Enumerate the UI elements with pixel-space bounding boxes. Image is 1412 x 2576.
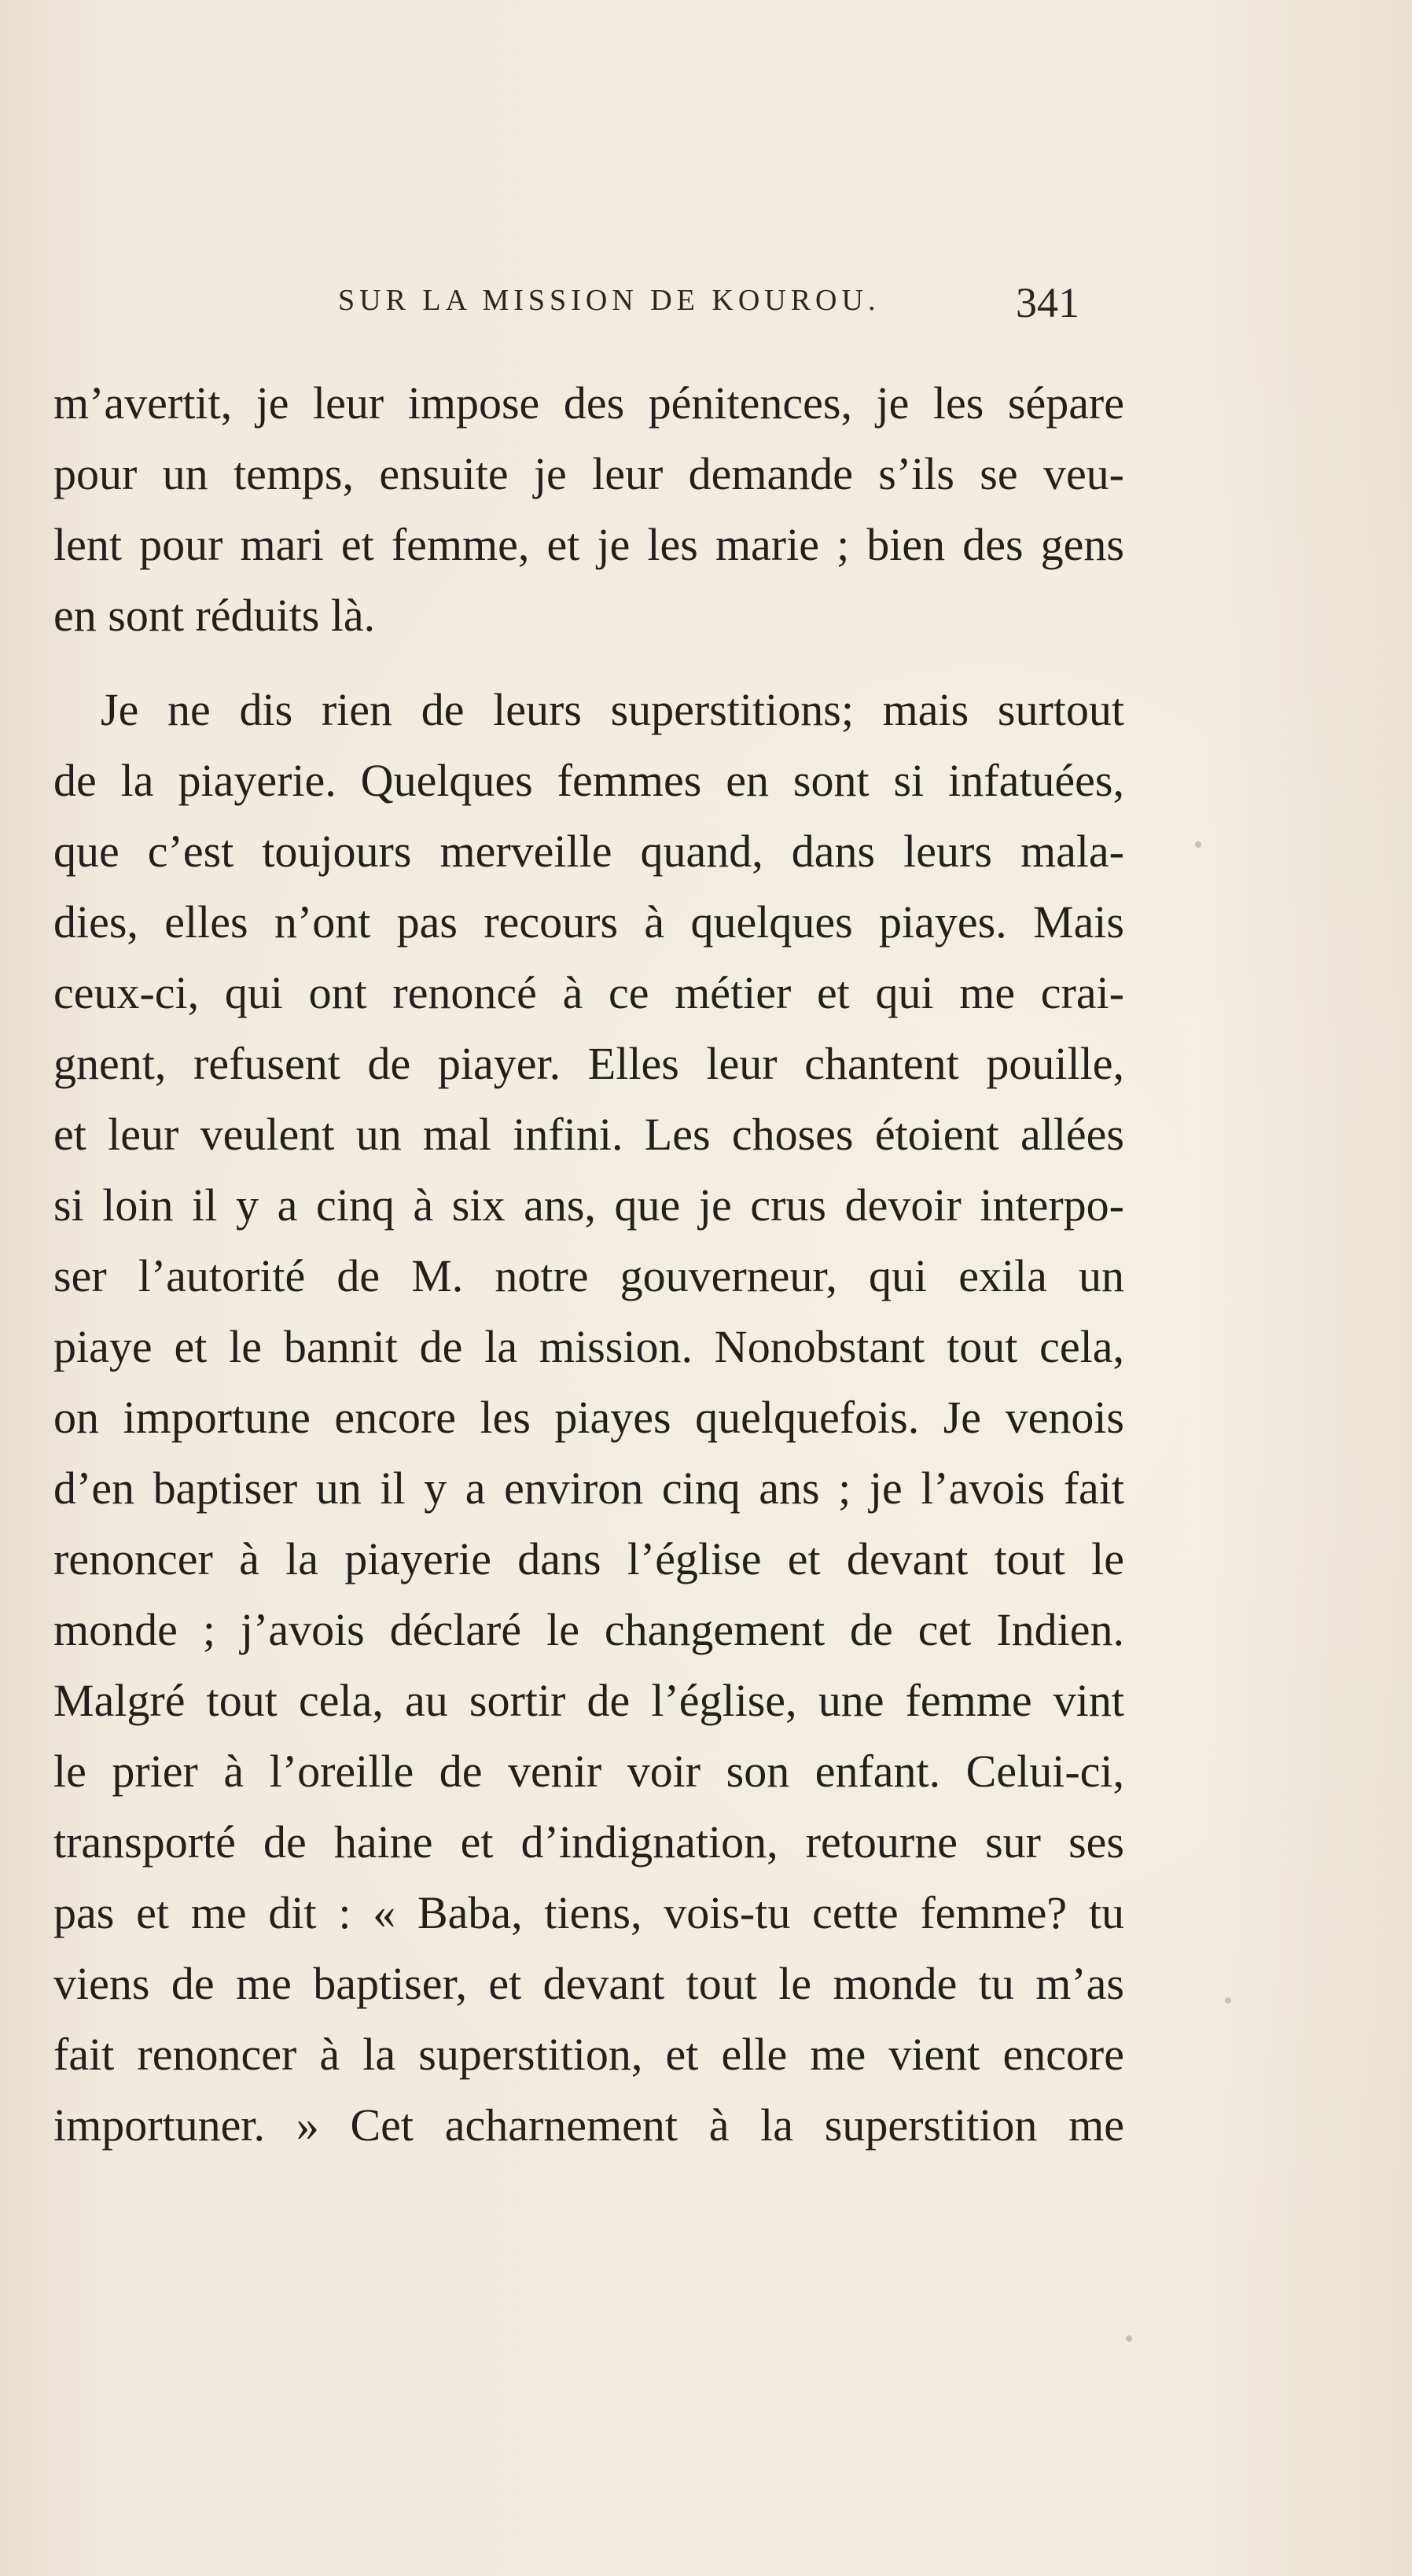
text-line: gnent, refusent de piayer. Elles leur chantent pouille, xyxy=(53,1038,1124,1089)
text-line: pas et me dit : « Baba, tiens, vois-tu cette femme? tu xyxy=(53,1887,1124,1938)
text-line: Malgré tout cela, au sortir de l’église, une femme vint xyxy=(53,1675,1124,1726)
text-line: renoncer à la piayerie dans l’église et devant tout le xyxy=(53,1533,1124,1584)
text-line: et leur veulent un mal infini. Les choses étoient allées xyxy=(53,1109,1124,1160)
text-line: ser l’autorité de M. notre gouverneur, qui exila un xyxy=(53,1250,1124,1301)
text-line: piaye et le bannit de la mission. Nonobstant tout cela, xyxy=(53,1321,1124,1372)
text-line: le prier à l’oreille de venir voir son enfant. Celui-ci, xyxy=(53,1746,1124,1797)
text-line: Je ne dis rien de leurs superstitions; mais surtout xyxy=(101,684,1124,735)
text-line: si loin il y a cinq à six ans, que je crus devoir interpo- xyxy=(53,1179,1124,1231)
text-line: monde ; j’avois déclaré le changement de cet Indien. xyxy=(53,1604,1124,1655)
text-line: de la piayerie. Quelques femmes en sont si infatuées, xyxy=(53,755,1124,806)
text-line: on importune encore les piayes quelquefois. Je venois xyxy=(53,1392,1124,1443)
text-line: ceux-ci, qui ont renoncé à ce métier et qui me crai- xyxy=(53,967,1124,1018)
text-line: dies, elles n’ont pas recours à quelques piayes. Mais xyxy=(53,896,1124,948)
text-line: d’en baptiser un il y a environ cinq ans ; je l’avois fait xyxy=(53,1463,1124,1514)
paper-speck xyxy=(1126,2335,1132,2342)
text-line: transporté de haine et d’indignation, retourne sur ses xyxy=(53,1816,1124,1868)
text-line: viens de me baptiser, et devant tout le monde tu m’as xyxy=(53,1958,1124,2009)
text-line: fait renoncer à la superstition, et elle me vient encore xyxy=(53,2029,1124,2080)
text-line: en sont réduits là. xyxy=(53,590,376,641)
paper-speck xyxy=(1195,841,1201,848)
page-number: 341 xyxy=(1016,279,1079,326)
running-title: SUR LA MISSION DE KOUROU. xyxy=(338,284,881,317)
paper-speck xyxy=(1225,1997,1231,2004)
text-line: importuner. » Cet acharnement à la superstition me xyxy=(53,2099,1124,2151)
text-line: que c’est toujours merveille quand, dans leurs mala- xyxy=(53,826,1124,877)
text-line: lent pour mari et femme, et je les marie ; bien des gens xyxy=(53,519,1124,570)
text-line: m’avertit, je leur impose des pénitences, je les sépare xyxy=(53,377,1124,429)
text-line: pour un temps, ensuite je leur demande s’ils se veu- xyxy=(53,448,1124,499)
